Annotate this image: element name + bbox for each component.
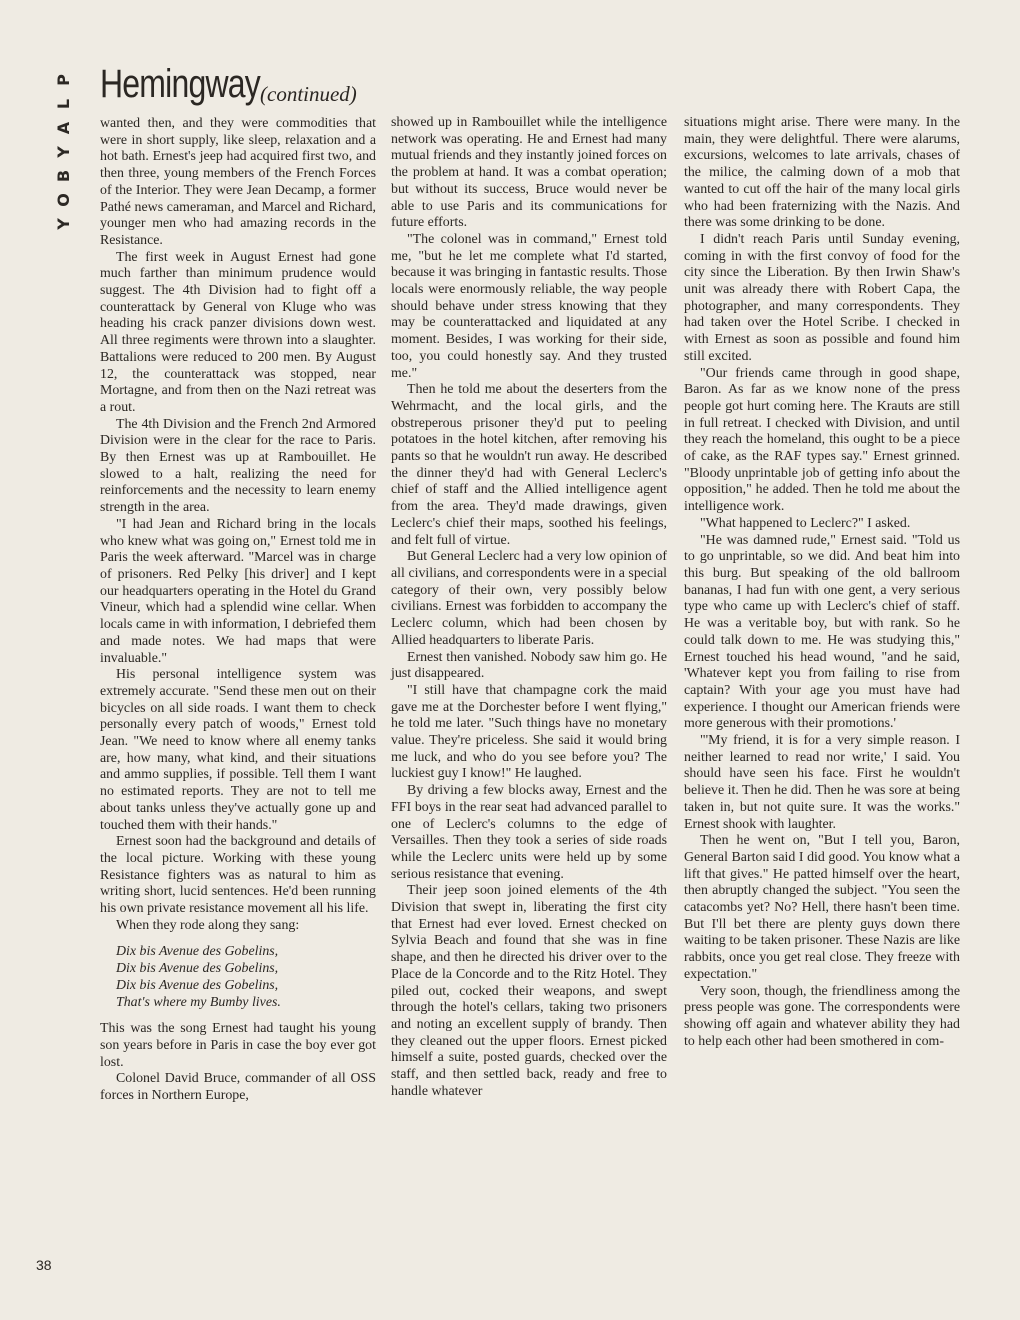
paragraph: Then he told me about the deserters from the Wehrmacht, and the local girls, and the obstreperous prisoner they'd put to peeling potatoes in the hotel kitchen, after removing his pants so that he wouldn't run away. He described the dinner they'd had with General Leclerc's chief of staff and the Allied intelligence agent from the area. They'd made drawings, given Leclerc's chief their maps, soothed his feelings, and felt full of virtue.	[391, 382, 667, 548]
paragraph: "What happened to Leclerc?" I asked.	[700, 515, 911, 531]
paragraph: "The colonel was in command," Ernest told me, "but he let me complete what I'd started, because it was bringing in fantastic results. Those locals were enormously reliable, the way people should behave under stress knowing that they may be counterattacked and liquidated at any moment. Besides, I was working for their side, too, you could honestly say. And they trusted me."	[391, 231, 667, 381]
masthead-letter: A	[53, 121, 73, 135]
paragraph: Very soon, though, the friendliness among the press people was gone. The correspondents were showing off again and whatever ability they had to help each other had been smothered in com-	[684, 983, 960, 1049]
masthead-letter: L	[53, 98, 73, 110]
magazine-masthead	[52, 68, 76, 236]
paragraph: "'My friend, it is for a very simple reason. I neither learned to read nor write,' I said. You should have seen his face. First he wouldn't believe it. Then he did. Then he was sore at being taken in, but not quite sure. It was the works." Ernest shook with laughter.	[684, 733, 960, 832]
masthead-letter: Y	[54, 146, 73, 158]
song-line: Dix bis Avenue des Gobelins,	[116, 961, 279, 977]
paragraph: showed up in Rambouillet while the intelligence network was operating. He and Ernest had many mutual friends and they instantly joined forces on the problem at hand. It was a combat operation; but without its success, Bruce would never be able to use Paris and its communications for future efforts.	[391, 115, 667, 231]
paragraph: Their jeep soon joined elements of the 4th Division that swept in, liberating the first city that Ernest had ever loved. Ernest checked on Sylvia Beach and found that she was in fine shape, and then he directed his driver over to the Place de la Concorde and to the Ritz Hotel. They piled out, cocked their weapons, and swept through the hotel's cellars, taking two prisoners and noting an excellent supply of brandy. Then they cleaned out the upper floors. Ernest picked himself a suite, posted guards, checked over the staff, and then settled back, ready and free to handle whatever	[391, 883, 667, 1099]
paragraph: Then he went on, "But I tell you, Baron, General Barton said I did good. You know what a lift that gives." He patted himself over the heart, then abruptly changed the subject. "You seen the catacombs yet? No? Hell, there hasn't been time. But I'll bet there are plenty guys down there waiting to be taken prisoner. These Nazis are like rabbits, once you get real close. They freeze with expectation."	[684, 833, 960, 982]
paragraph: Colonel David Bruce, commander of all OSS forces in Northern Europe,	[100, 1071, 376, 1104]
continued-label: (continued)	[260, 82, 357, 106]
paragraph: The first week in August Ernest had gone much farther than minimum prudence would suggest. The 4th Division had to fight off a counterattack by General von Kluge who was heading his crack panzer divisions down west. All three regiments were thrown into a slaughter. Battalions were reduced to 200 men. By August 12, the counterattack was stopped, near Mortagne, and from then on the Nazi retreat was a rout.	[100, 249, 376, 415]
masthead-letter: O	[53, 193, 73, 207]
song-lyrics	[100, 944, 376, 1011]
paragraph: By driving a few blocks away, Ernest and the FFI boys in the rear seat had advanced parallel to one of Leclerc's columns to the edge of Versailles. Then they took a series of side roads while the Leclerc units were held up by some serious resistance that evening.	[391, 783, 667, 882]
paragraph: This was the song Ernest had taught his young son years before in Paris in case the boy ever got lost.	[100, 1021, 376, 1070]
paragraph: I didn't reach Paris until Sunday evening, coming in with the first convoy of food for the city since the Liberation. By then Irwin Shaw's unit was already there with Robert Capa, the photographer, and many correspondents. They had taken over the Hotel Scribe. I checked in with Ernest as soon as possible and found him still excited.	[684, 231, 960, 364]
paragraph: "I still have that champagne cork the maid gave me at the Dorchester before I went flying," he told me later. "Such things have no monetary value. They're priceless. She said it would bring me luck, and who do you see before you? The luckiest guy I know!" He laughed.	[391, 682, 667, 782]
article-header	[100, 62, 357, 112]
paragraph: But General Leclerc had a very low opinion of all civilians, and correspondents were in a special category of their own, very possibly below civilians. Ernest was forbidden to accompany the Leclerc column, which had been chosen by Allied headquarters to liberate Paris.	[391, 549, 667, 648]
paragraph: situations might arise. There were many. In the main, they were delightful. There were alarums, excursions, welcomes to late arrivals, chases of the milice, the calming down of a mob that wanted to cut off the hair of the many local girls who had been fraternizing with the Nazis. And there was some drinking to be done.	[684, 115, 960, 231]
song-line: That's where my Bumby lives.	[116, 994, 281, 1010]
song-line: Dix bis Avenue des Gobelins,	[116, 977, 279, 993]
text-column-1	[100, 116, 376, 1105]
text-column-2	[391, 115, 667, 1100]
paragraph: Ernest then vanished. Nobody saw him go. He just disappeared.	[391, 649, 667, 682]
paragraph: The 4th Division and the French 2nd Armored Division were in the clear for the race to Paris. By then Ernest was up at Rambouillet. He slowed to a halt, realizing the need for reinforcements and the necessity to learn enemy strength in the area.	[100, 416, 376, 516]
masthead-letter: P	[53, 74, 73, 86]
paragraph: His personal intelligence system was extremely accurate. "Send these men out on their bicycles on all side roads. I want them to check personally every patch of woods," Ernest told Jean. "We need to know where all enemy tanks are, how many, what kind, and their situations and ammo supplies, if possible. Tell them I want no estimated reports. They are not to tell me about tanks unless they've actually gone up and touched them with their hands."	[100, 667, 376, 833]
paragraph: When they rode along they sang:	[116, 917, 300, 933]
paragraph: "I had Jean and Richard bring in the locals who knew what was going on," Ernest told me in Paris the week afterward. "Marcel was in charge of prisoners. Red Pelky [his driver] and I kept our headquarters operating in the Hotel du Grand Vineur, which had a splendid wine cellar. When locals came in with information, I debriefed them and made notes. We had maps that were invaluable."	[100, 516, 376, 666]
paragraph: wanted then, and they were commodities that were in short supply, like sleep, relaxation and a hot bath. Ernest's jeep had acquired first two, and then three, young members of the French Forces of the Interior. They were Jean Decamp, a former Pathé news cameraman, and Marcel and Richard, younger men who had amazing records in the Resistance.	[100, 116, 376, 248]
paragraph: "He was damned rude," Ernest said. "Told us to go unprintable, so we did. And beat him into this burg. But speaking of the old ballroom bananas, I had fun with one gent, a very serious type who came up with Leclerc's chief of staff. He was a veritable boy, but with rank. So he could talk down to me. He was studying this," Ernest touched his head wound, "and he said, 'Whatever kept you from failing to rise from captain? With your age you must have had experience. I thought our American friends were more generous with their promotions.'	[684, 532, 960, 732]
masthead-letter: B	[53, 169, 73, 183]
masthead-letter: Y	[54, 218, 73, 230]
article-title: Hemingway	[100, 62, 260, 106]
paragraph: "Our friends came through in good shape, Baron. As far as we know none of the press people got hurt coming here. The Krauts are still in full retreat. I checked with Division, and until they reach the homeland, this ought to be a piece of cake, as the RAF types say." Ernest grinned. "Bloody unprintable job of getting info about the opposition," he added. Then he told me about the intelligence work.	[684, 365, 960, 515]
song-line: Dix bis Avenue des Gobelins,	[116, 944, 279, 960]
paragraph: Ernest soon had the background and details of the local picture. Working with these young Resistance fighters was as natural to him as writing short, lucid sentences. He'd been running his own private resistance movement all his life.	[100, 834, 376, 917]
text-column-3	[684, 115, 960, 1050]
page-number: 38	[36, 1257, 52, 1273]
